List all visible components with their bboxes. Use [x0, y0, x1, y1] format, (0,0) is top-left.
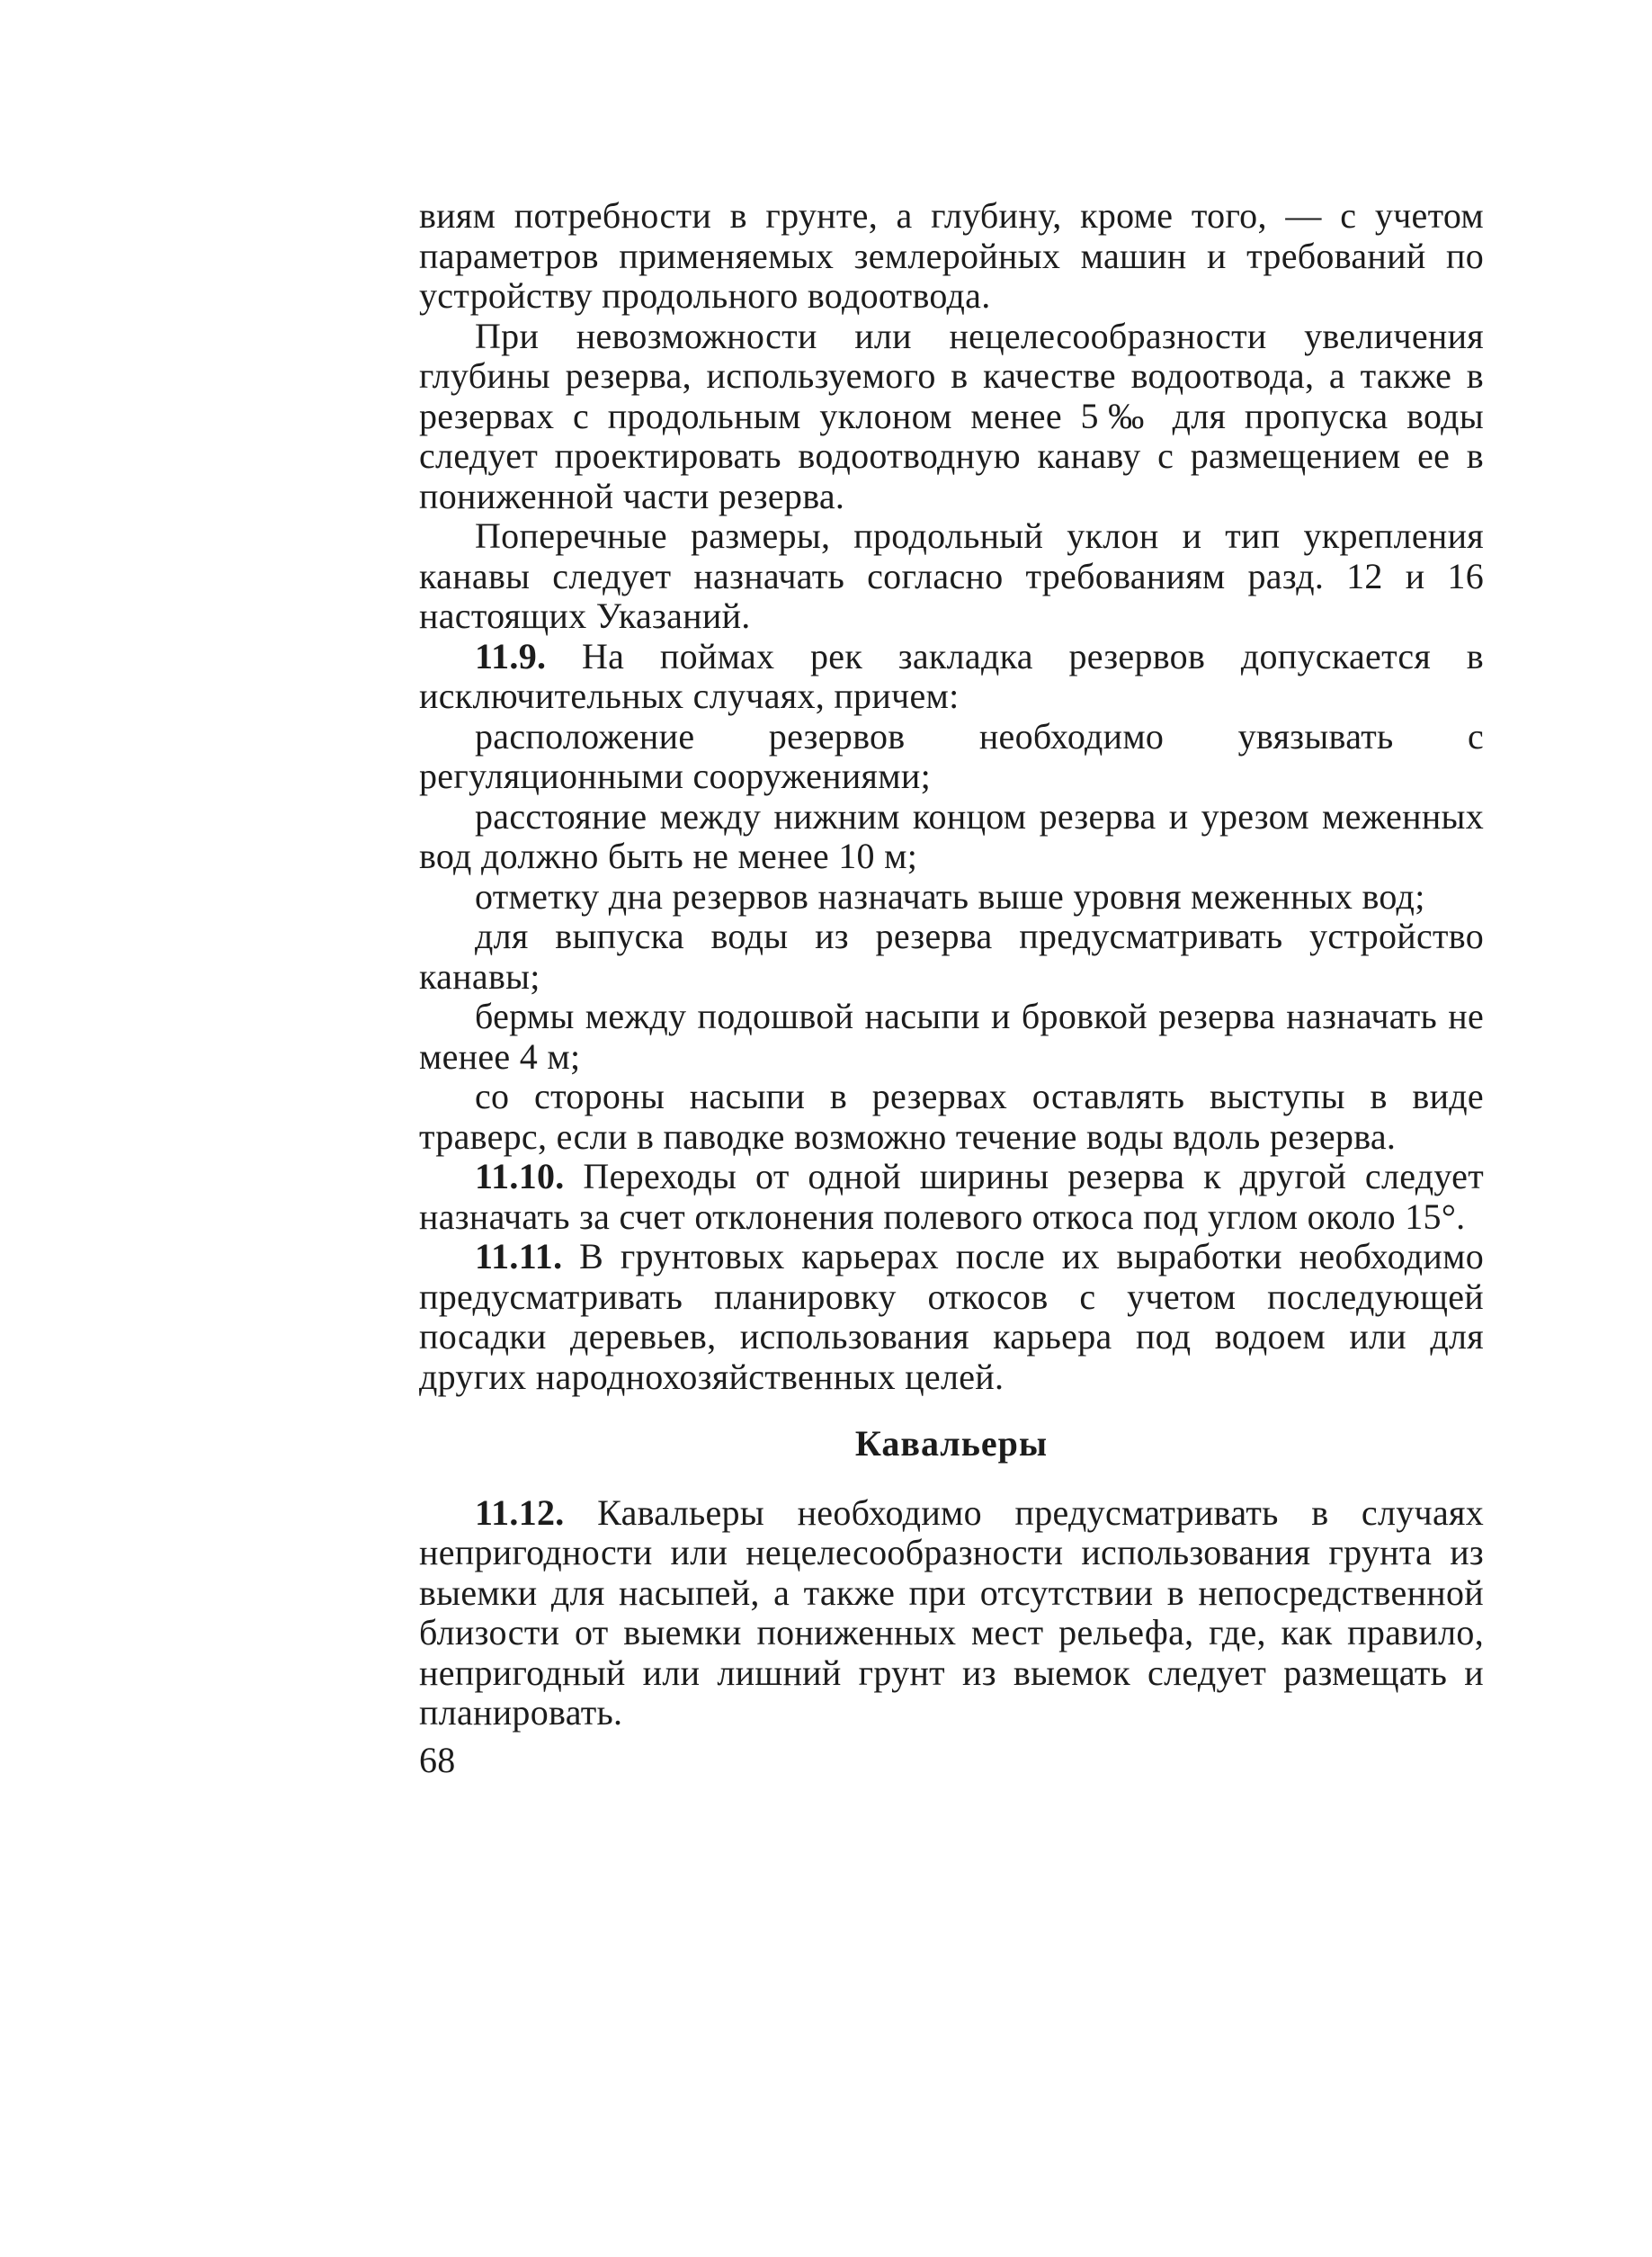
paragraph-11-12 — [419, 1493, 1484, 1733]
paragraph-text: В грунтовых карьерах после их выработки необходимо предусматривать планировку откосов с учетом последующей посадки деревьев, использования карьера под водоем или для других народнохозяйственных целей. — [419, 1236, 1484, 1397]
list-item-water-outlet: для выпуска воды из резерва предусматривать устройство канавы; — [419, 916, 1484, 997]
list-item-bottom-level: отметку дна резервов назначать выше уровня меженных вод; — [475, 875, 1425, 917]
paragraph-text: Кавальеры необходимо предусматривать в случаях непригодности или нецелесообразности использования грунта из выемки для насыпей, а также при отсутствии в непосредственной близости от выемки пониженных мест рельефа, где, как правило, непригодный или лишний грунт из выемок следует размещать и планировать. — [419, 1491, 1484, 1733]
paragraph-continuation: виям потребности в грунте, а глубину, кроме того, — с учетом параметров применяемых землеройных машин и требований по устройству продольного водоотвода. — [419, 195, 1484, 316]
paragraph-text: Переходы от одной ширины резерва к другой следует назначать за счет отклонения полевого откоса под углом около 15°. — [419, 1156, 1484, 1237]
paragraph-ditch-dimensions: Поперечные размеры, продольный уклон и тип укрепления канавы следует назначать согласно требованиям разд. 12 и 16 настоящих Указаний. — [419, 515, 1484, 636]
list-item-distance: расстояние между нижним концом резерва и урезом меженных вод должно быть не менее 10 м; — [419, 795, 1484, 876]
section-number: 11.11. — [475, 1236, 563, 1276]
list-item-traverses: со стороны насыпи в резервах оставлять выступы в виде траверс, если в паводке возможно течение воды вдоль резерва. — [419, 1076, 1484, 1157]
paragraph-11-10 — [419, 1157, 1484, 1237]
list-item-reserve-location: расположение резервов необходимо увязывать с регуляционными сооружениями; — [419, 715, 1484, 796]
document-page — [419, 196, 1484, 1780]
list-item-berms: бермы между подошвой насыпи и бровкой резерва назначать не менее 4 м; — [419, 996, 1484, 1077]
paragraph-reserve-drainage: При невозможности или нецелесообразности увеличения глубины резерва, используемого в качестве водоотвода, а также в резервах с продольным уклоном менее 5‰ для пропуска воды следует проектировать водоотводную канаву с размещением ее в пониженной части резерва. — [419, 315, 1484, 516]
section-number: 11.10. — [475, 1156, 565, 1196]
page-number: 68 — [419, 1739, 456, 1780]
section-heading: Кавальеры — [854, 1423, 1049, 1464]
paragraph-text: На поймах рек закладка резервов допускается в исключительных случаях, причем: — [419, 635, 1484, 716]
paragraph-11-9 — [419, 637, 1484, 717]
section-number: 11.12. — [475, 1491, 565, 1533]
section-number: 11.9. — [475, 635, 547, 676]
paragraph-11-11 — [419, 1237, 1484, 1397]
